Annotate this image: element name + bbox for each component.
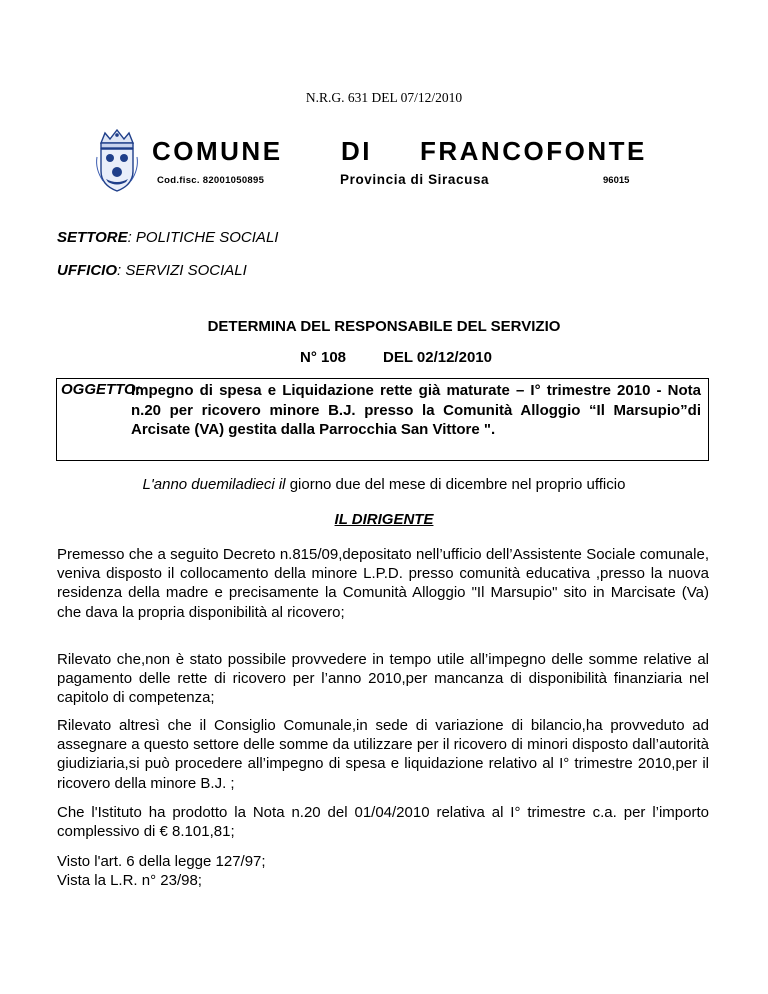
registration-number: N.R.G. 631 DEL 07/12/2010: [305, 90, 463, 105]
settore-label: SETTORE: [57, 229, 128, 246]
settore-value: : POLITICHE SOCIALI: [127, 229, 279, 246]
ufficio-value: : SERVIZI SOCIALI: [117, 262, 247, 279]
postal-code: 96015: [603, 175, 630, 186]
dirigente-heading: IL DIRIGENTE: [334, 511, 434, 528]
anno-il: il: [278, 476, 286, 493]
visti-list: [57, 852, 709, 890]
determina-date: DEL 02/12/2010: [383, 349, 492, 366]
paragraph-istituto: Che l'Istituto ha prodotto la Nota n.20 del 01/04/2010 relativa al I° trimestre c.a. per l’importo complessivo di € 8.101,81;: [57, 804, 709, 841]
municipal-crest-icon: [93, 127, 141, 193]
visto-legge: Visto l'art. 6 della legge 127/97;: [57, 853, 266, 870]
title-francofonte: FRANCOFONTE: [420, 136, 647, 166]
fiscal-code: Cod.fisc. 82001050895: [157, 175, 265, 186]
title-comune: COMUNE: [152, 136, 283, 166]
paragraph-premesso: Premesso che a seguito Decreto n.815/09,depositato nell’ufficio dell’Assistente Sociale comunale, veniva disposto il collocamento della minore L.P.D. presso comunità educativa ,presso la nuova residenza della madre e precisamente la Comunità Alloggio "Il Marsupio" sito in Marcisate (Va) che dava la propria disponibilità al ricovero;: [57, 546, 709, 621]
ufficio-label: UFFICIO: [57, 262, 117, 279]
province: Provincia di Siracusa: [340, 172, 490, 187]
paragraph-rilevato-altresi: Rilevato altresì che il Consiglio Comunale,in sede di variazione di bilancio,ha provveduto ad assegnare a questo settore delle somme da utilizzare per il ricovero di minori disposto dall’autorità giudiziaria,si può procedere all’impegno di spesa e liquidazione relativo al I° trimestre 2010,per il ricovero della minore B.J. ;: [57, 717, 709, 792]
paragraph-rilevato: Rilevato che,non è stato possibile provvedere in tempo utile all’impegno delle somme relative al pagamento delle rette di ricovero per l’anno 2010,per mancanza di disponibilità finanziaria nel capitolo di competenza;: [57, 651, 709, 707]
anno-italic: L'anno duemiladieci: [142, 476, 275, 493]
anno-rest: giorno due del mese di dicembre nel proprio ufficio: [289, 476, 626, 493]
date-statement: [0, 476, 768, 493]
title-di: DI: [341, 136, 372, 166]
oggetto-label: OGGETTO:: [61, 381, 141, 398]
oggetto-text: Impegno di spesa e Liquidazione rette già maturate – I° trimestre 2010 - Nota n.20 per ricovero minore B.J. presso la Comunità Alloggio “Il Marsupio”di Arcisate (VA) gestita dalla Parrocchia San Vittore ".: [131, 382, 701, 438]
determina-number: N° 108: [300, 349, 347, 366]
settore-line: [57, 229, 278, 246]
vista-lr: Vista la L.R. n° 23/98;: [57, 872, 202, 890]
document-heading: DETERMINA DEL RESPONSABILE DEL SERVIZIO: [207, 318, 561, 335]
ufficio-line: [57, 262, 247, 279]
